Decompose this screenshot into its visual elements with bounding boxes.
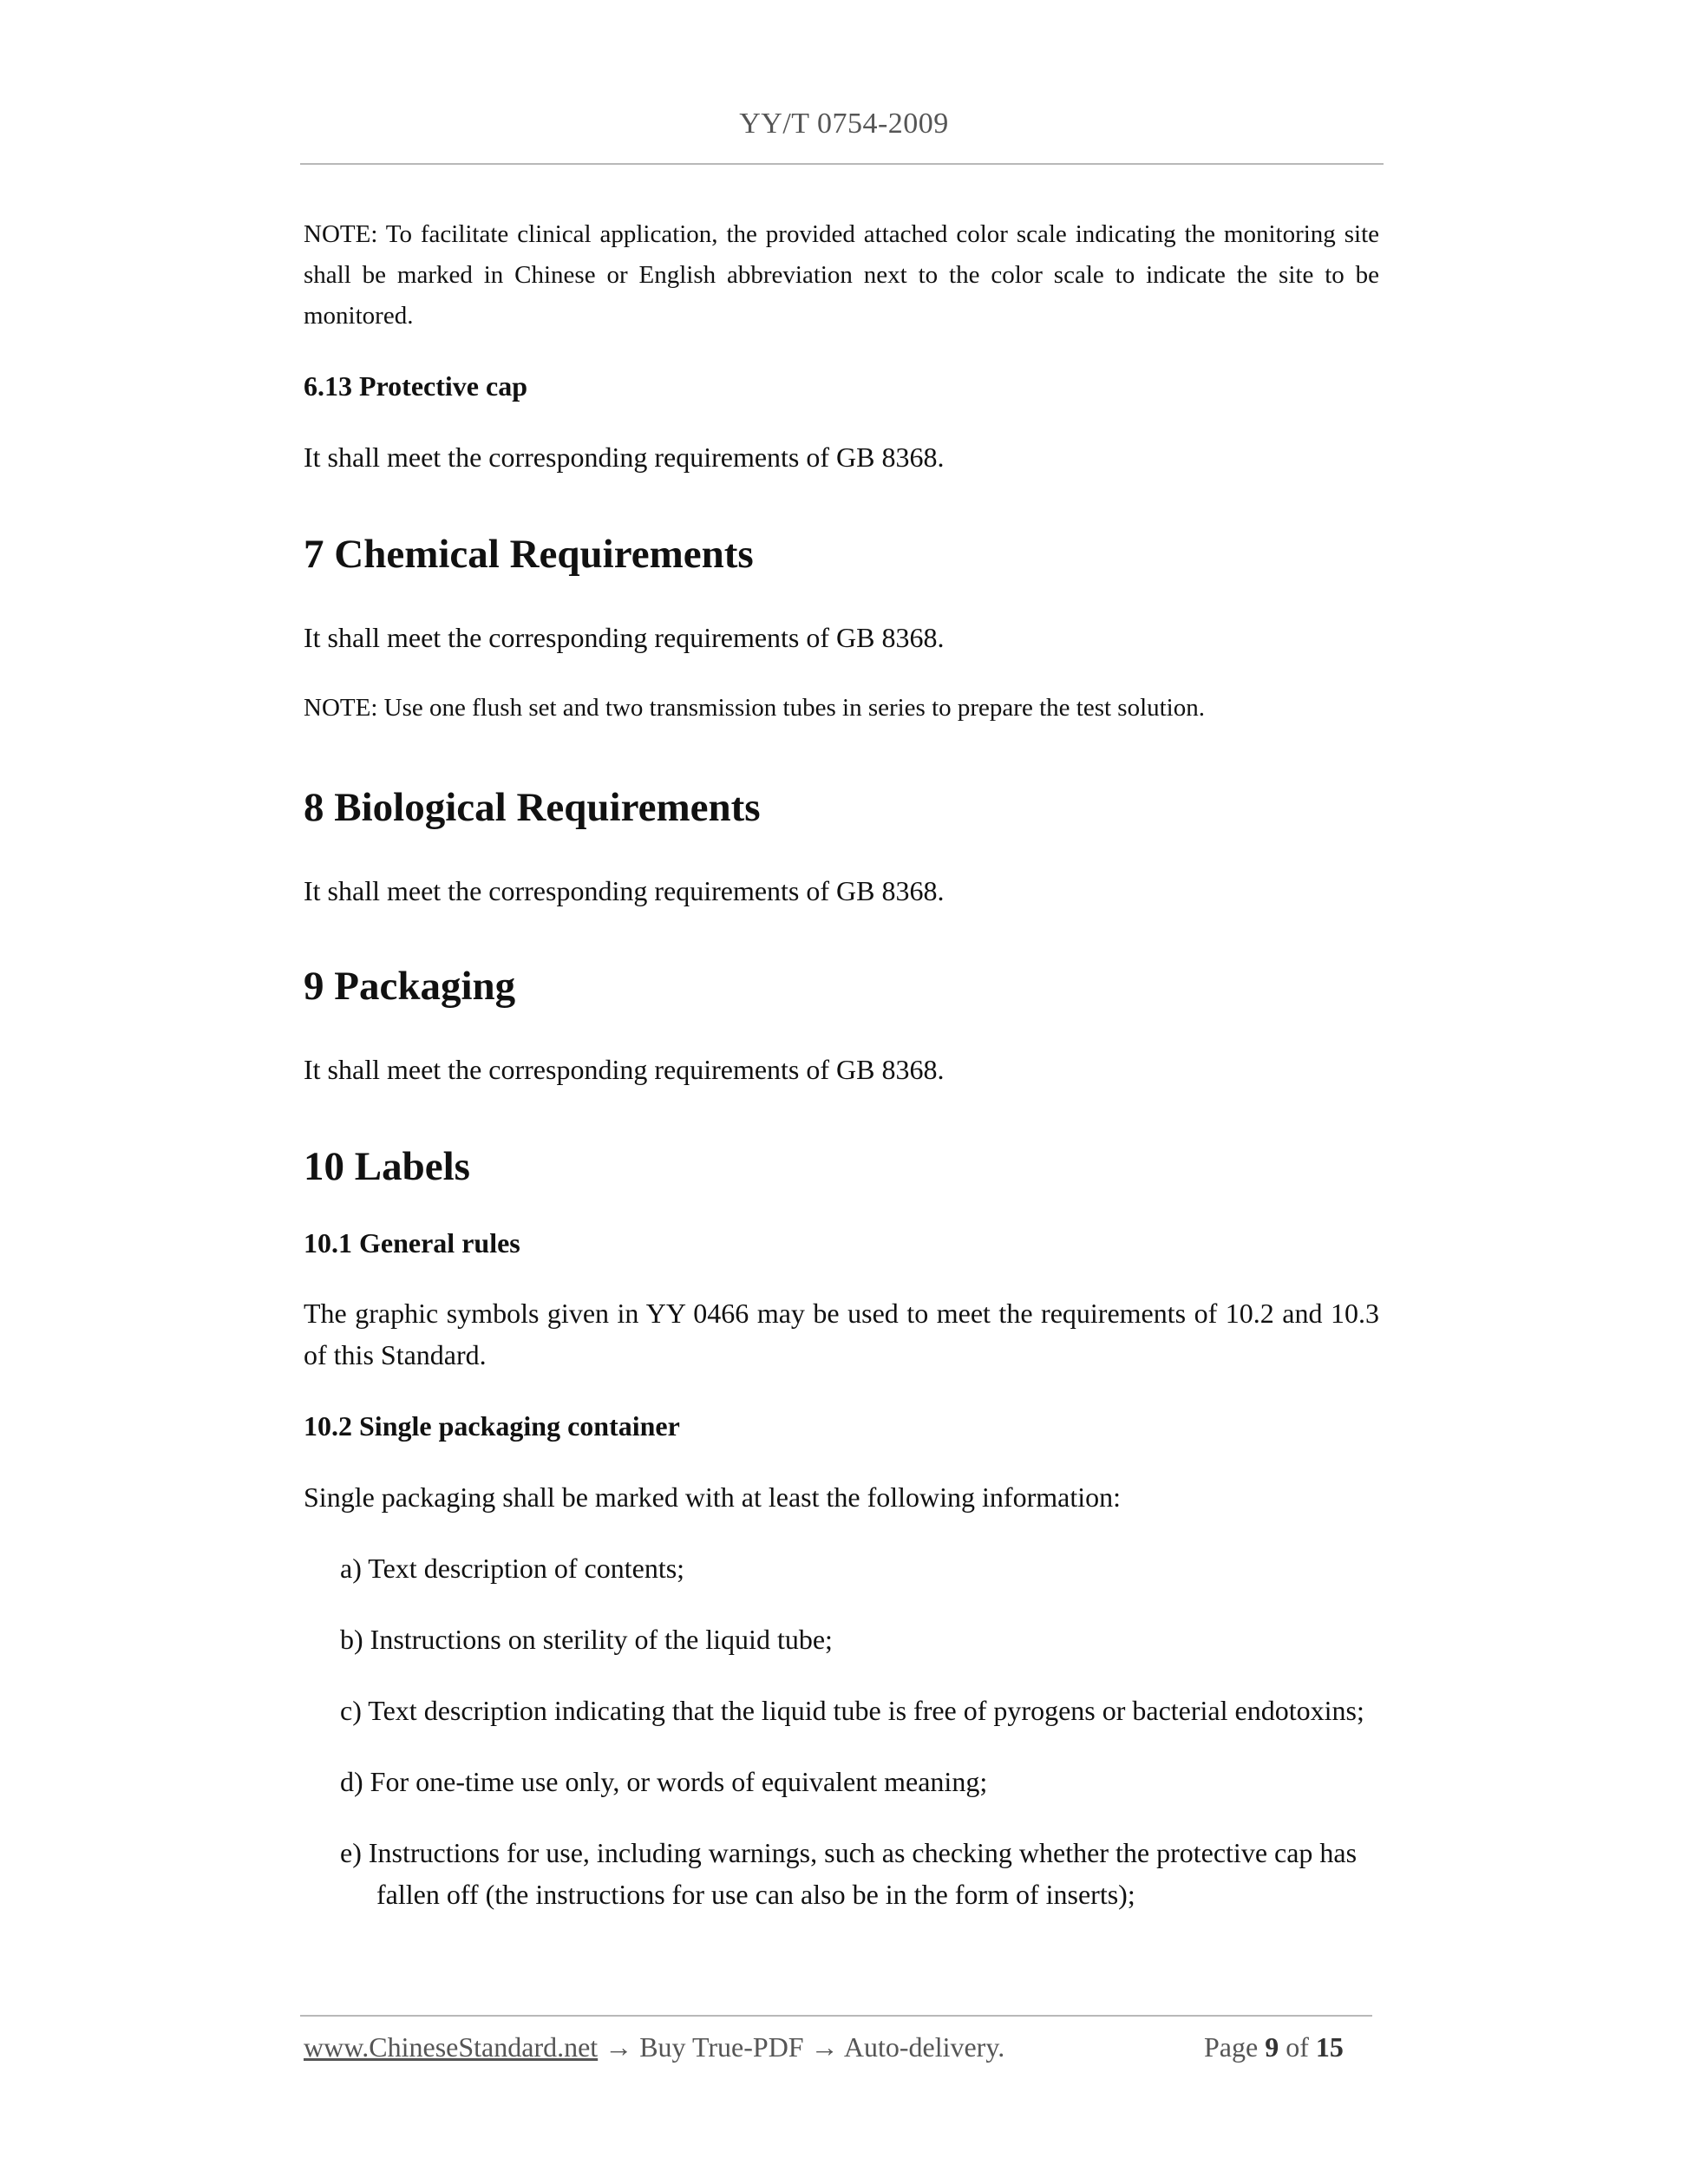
list-item-e: e) Instructions for use, including warnings, such as checking whether the protective cap has fallen off (the instructions for use can also be in the form of inserts); [340, 1837, 1358, 1910]
paragraph-9: It shall meet the corresponding requirements of GB 8368. [304, 1054, 945, 1085]
document-header-title: YY/T 0754-2009 [739, 108, 949, 140]
total-pages: 15 [1315, 2031, 1344, 2063]
heading-9: 9 Packaging [304, 964, 516, 1009]
paragraph-8: It shall meet the corresponding requirements of GB 8368. [304, 875, 945, 906]
list-item-b: b) Instructions on sterility of the liquid tube; [340, 1624, 833, 1655]
heading-6-13: 6.13 Protective cap [304, 370, 527, 402]
paragraph-10-2: Single packaging shall be marked with at least the following information: [304, 1481, 1121, 1513]
list-item-d: d) For one-time use only, or words of equivalent meaning; [340, 1766, 988, 1797]
page-label: Page [1204, 2031, 1259, 2063]
arrow-right-icon: → [810, 2031, 839, 2063]
paragraph-7: It shall meet the corresponding requirements of GB 8368. [304, 622, 945, 653]
heading-10-2: 10.2 Single packaging container [304, 1410, 680, 1442]
current-page: 9 [1265, 2031, 1279, 2063]
heading-7: 7 Chemical Requirements [304, 532, 754, 577]
note-color-scale: NOTE: To facilitate clinical application, the provided attached color scale indicating the monitoring site shall be marked in Chinese or English abbreviation next to the color scale to indicate the site to be monitored. [304, 220, 1379, 330]
paragraph-10-1: The graphic symbols given in YY 0466 may be used to meet the requirements of 10.2 and 10.3 of this Standard. [304, 1298, 1379, 1370]
header-divider [300, 163, 1384, 165]
note-test-solution: NOTE: Use one flush set and two transmission tubes in series to prepare the test solution. [304, 694, 1205, 722]
heading-10-1: 10.1 General rules [304, 1227, 520, 1259]
of-label: of [1286, 2031, 1309, 2063]
footer-promo [304, 2031, 1004, 2063]
heading-8: 8 Biological Requirements [304, 785, 761, 830]
paragraph-6-13: It shall meet the corresponding requirements of GB 8368. [304, 441, 945, 473]
list-item-c: c) Text description indicating that the liquid tube is free of pyrogens or bacterial endotoxins; [340, 1695, 1364, 1726]
heading-10: 10 Labels [304, 1144, 470, 1189]
buy-pdf-text: Buy True-PDF [639, 2031, 804, 2063]
page-content [304, 208, 1379, 1915]
arrow-right-icon: → [605, 2031, 633, 2063]
auto-delivery-text: Auto-delivery. [843, 2031, 1005, 2063]
list-item-a: a) Text description of contents; [340, 1553, 685, 1584]
page-number [1204, 2031, 1344, 2063]
website-link[interactable]: www.ChineseStandard.net [304, 2031, 599, 2063]
footer-divider [300, 2015, 1372, 2017]
